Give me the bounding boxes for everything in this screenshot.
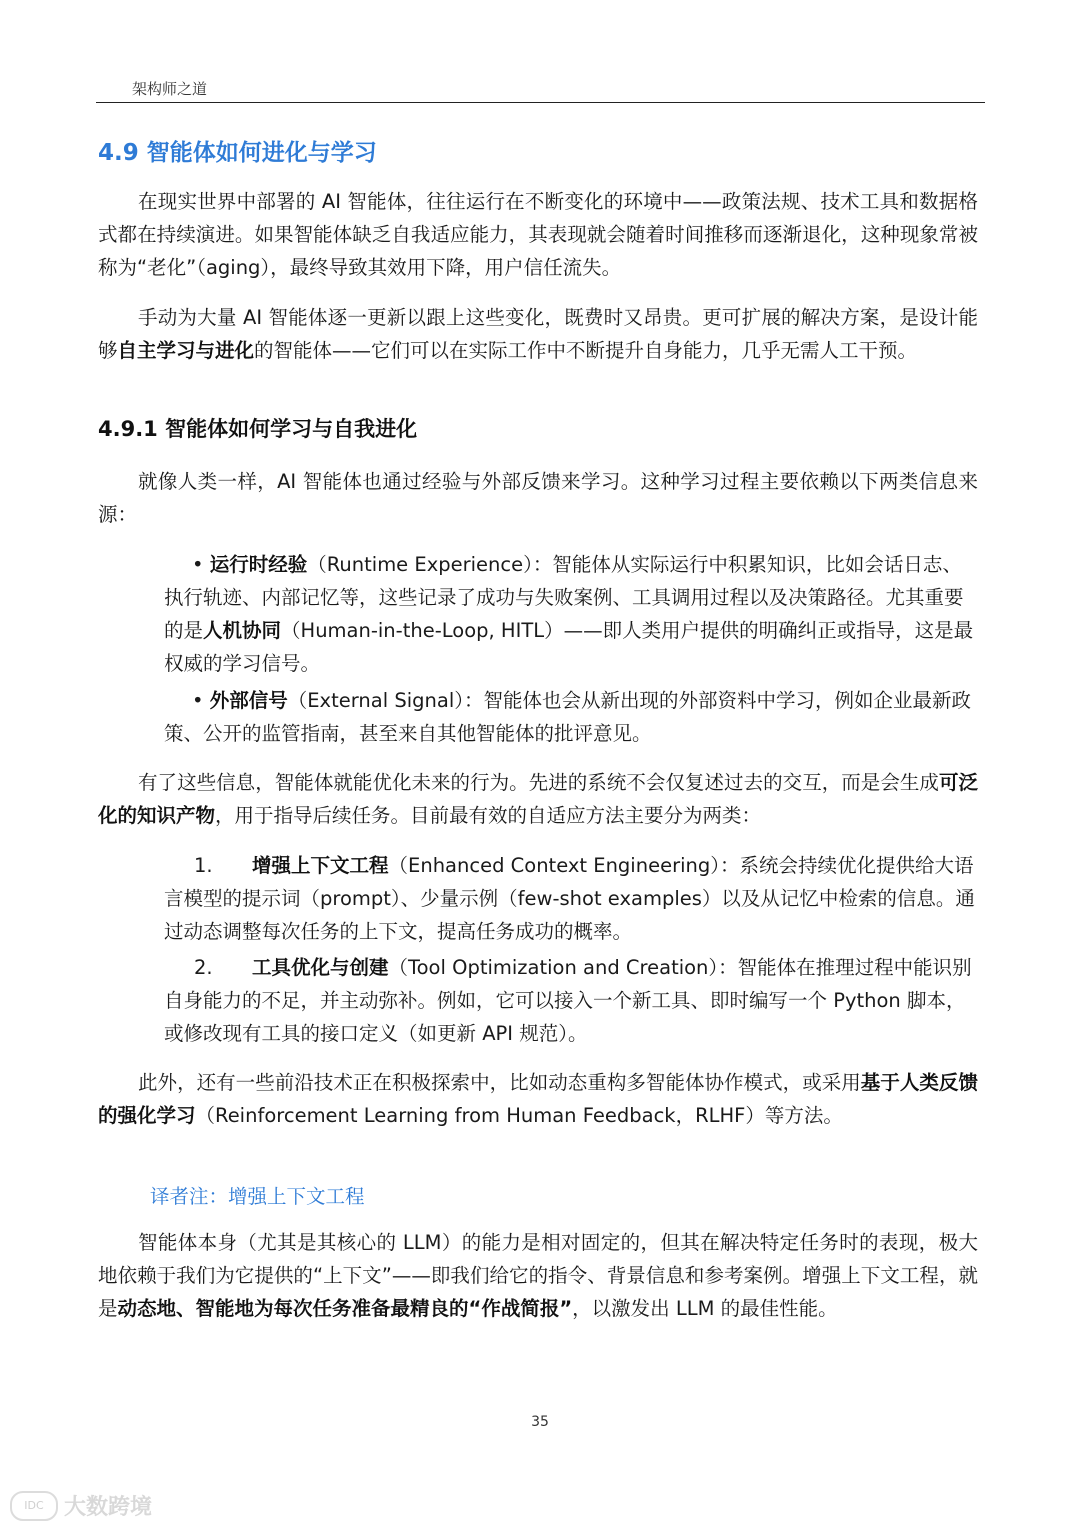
paragraph-scalable-solution bbox=[98, 301, 978, 367]
bold-text: 运行时经验 bbox=[209, 553, 308, 576]
item-number: 2. bbox=[194, 956, 213, 979]
text: （Reinforcement Learning from Human Feedback，RLHF）等方法。 bbox=[195, 1104, 843, 1127]
page-number: 35 bbox=[531, 1414, 549, 1430]
paragraph-translator-note bbox=[98, 1226, 978, 1325]
bold-text: 动态地、智能地为每次任务准备最精良的“作战简报” bbox=[117, 1297, 573, 1320]
text: 此外，还有一些前沿技术正在积极探索中，比如动态重构多智能体协作模式，或采用 bbox=[138, 1071, 861, 1094]
text: ，用于指导后续任务。目前最有效的自适应方法主要分为两类： bbox=[215, 804, 762, 827]
bold-text: 自主学习与进化 bbox=[117, 339, 255, 362]
watermark-logo-icon: IDC bbox=[10, 1491, 58, 1521]
bold-text: 人机协同 bbox=[203, 619, 282, 642]
section-title: 4.9 智能体如何进化与学习 bbox=[98, 140, 377, 166]
text: （Enhanced Context Engineering）：系统会持续优化提供给大语言模型的提示词（prompt）、少量示例（few-shot examples）以及从记忆中检索的信息。通过动态调整每次任务的上下文，提高任务成功的概率。 bbox=[164, 854, 975, 943]
paragraph-adaptive-methods bbox=[98, 766, 978, 832]
text: 的智能体——它们可以在实际工作中不断提升自身能力，几乎无需人工干预。 bbox=[254, 339, 918, 362]
paragraph-frontier-techniques bbox=[98, 1066, 978, 1132]
text: （Tool Optimization and Creation）：智能体在推理过程中能识别自身能力的不足，并主动弥补。例如，它可以接入一个新工具、即时编写一个 Python 脚本，或修改现有工具的接口定义（如更新 API 规范）。 bbox=[164, 956, 972, 1045]
text: （External Signal）：智能体也会从新出现的外部资料中学习，例如企业最新政策、公开的监管指南，甚至来自其他智能体的批评意见。 bbox=[164, 689, 971, 745]
paragraph-intro: 在现实世界中部署的 AI 智能体，往往运行在不断变化的环境中——政策法规、技术工具和数据格式都在持续演进。如果智能体缺乏自我适应能力，其表现就会随着时间推移而逐渐退化，这种现象常被称为“老化”（aging），最终导致其效用下降，用户信任流失。 bbox=[98, 190, 978, 279]
bold-text: 增强上下文工程 bbox=[252, 854, 389, 877]
numbered-item-context-engineering bbox=[164, 849, 976, 948]
item-number: 1. bbox=[194, 854, 213, 877]
bold-text: 可泛化的知识产物 bbox=[98, 771, 978, 827]
text: 有了这些信息，智能体就能优化未来的行为。先进的系统不会仅复述过去的交互，而是会生成 bbox=[138, 771, 939, 794]
text: 智能体本身（尤其是其核心的 LLM）的能力是相对固定的，但其在解决特定任务时的表现，极大地依赖于我们为它提供的“上下文”——即我们给它的指令、背景信息和参考案例。增强上下文工程，就是 bbox=[98, 1231, 978, 1320]
bullet-icon: • bbox=[192, 689, 204, 712]
text: ，以激发出 LLM 的最佳性能。 bbox=[572, 1297, 838, 1320]
header-divider bbox=[96, 102, 985, 103]
text: （Human-in-the-Loop, HITL）——即人类用户提供的明确纠正或指导，这是最权威的学习信号。 bbox=[164, 619, 974, 675]
subsection-title: 4.9.1 智能体如何学习与自我进化 bbox=[98, 417, 418, 441]
numbered-item-tool-optimization bbox=[164, 951, 976, 1050]
bullet-icon: • bbox=[192, 553, 204, 576]
bold-text: 外部信号 bbox=[209, 689, 288, 712]
bullet-item-runtime-experience bbox=[164, 548, 976, 680]
paragraph-learning-sources: 就像人类一样，AI 智能体也通过经验与外部反馈来学习。这种学习过程主要依赖以下两类信息来源： bbox=[98, 470, 978, 526]
text: （Runtime Experience）：智能体从实际运行中积累知识，比如会话日志、执行轨迹、内部记忆等，这些记录了成功与失败案例、工具调用过程以及决策路径。尤其重要的是 bbox=[164, 553, 964, 642]
bold-text: 基于人类反馈的强化学习 bbox=[98, 1071, 978, 1127]
translator-note-title: 译者注：增强上下文工程 bbox=[150, 1185, 365, 1208]
watermark bbox=[10, 1490, 152, 1521]
bold-text: 工具优化与创建 bbox=[252, 956, 389, 979]
text: 手动为大量 AI 智能体逐一更新以跟上这些变化，既费时又昂贵。更可扩展的解决方案，是设计能够 bbox=[98, 306, 978, 362]
bullet-item-external-signal bbox=[164, 684, 976, 750]
watermark-text: 大数跨境 bbox=[64, 1495, 153, 1520]
header-title: 架构师之道 bbox=[132, 80, 208, 98]
